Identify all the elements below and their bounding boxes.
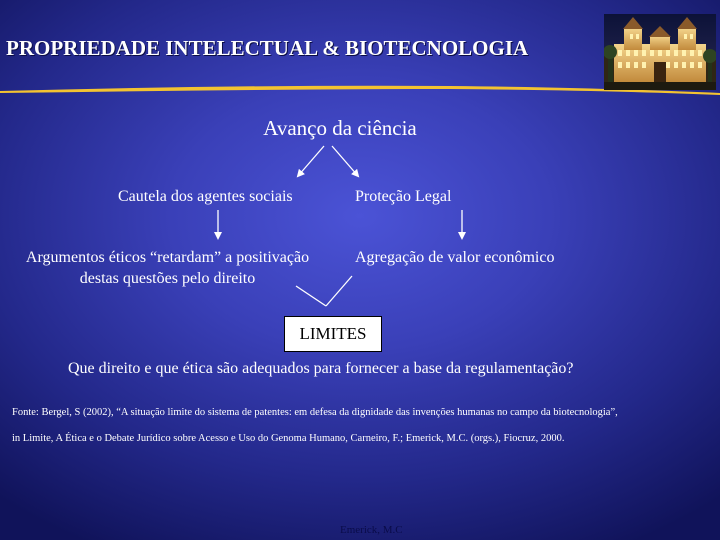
slide-title: PROPRIEDADE INTELECTUAL & BIOTECNOLOGIA	[6, 36, 529, 60]
author-footer: Emerick, M.C	[340, 524, 403, 536]
left-result-line-2: destas questões pelo direito	[79, 270, 256, 287]
right-branch-label: Proteção Legal	[355, 188, 452, 205]
question-text: Que direito e que ética são adequados para fornecer a base da regulamentação?	[68, 360, 574, 377]
left-result-line-1: Argumentos éticos “retardam” a positivação	[25, 249, 310, 266]
source-citation-line-1: Fonte: Bergel, S (2002), “A situação limite do sistema de patentes: em defesa da dignidade das invenções humanas no campo da biotecnologia”,	[12, 407, 618, 418]
left-result-text	[0, 247, 335, 289]
limits-box: LIMITES	[284, 316, 382, 352]
building-photo	[604, 14, 716, 90]
arrow-to-left-branch	[298, 146, 324, 176]
converge-line-left	[296, 286, 326, 306]
source-citation-line-2: in Limite, A Ética e o Debate Jurídico sobre Acesso e Uso do Genoma Humano, Carneiro, F.; Emerick, M.C. (orgs.), Fiocruz, 2000.	[12, 433, 565, 444]
arrow-to-right-branch	[332, 146, 358, 176]
right-result-label: Agregação de valor econômico	[355, 249, 555, 266]
heading: Avanço da ciência	[263, 116, 417, 140]
left-branch-label: Cautela dos agentes sociais	[118, 188, 293, 205]
